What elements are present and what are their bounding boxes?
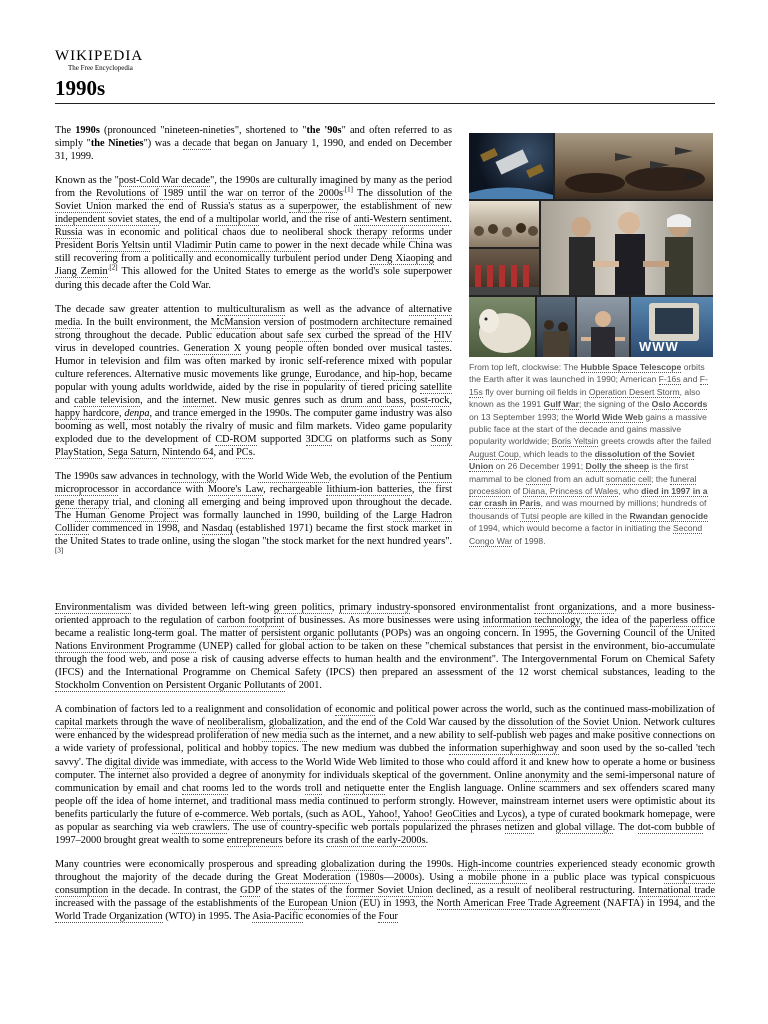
text-run: and political power across the world, such as the continued mass-mobilization of	[375, 704, 715, 716]
wiki-link[interactable]: shock therapy reforms	[328, 227, 424, 239]
text-run: (POPs) was an ongoing concern. In 1995, the Governing Council of the	[378, 628, 687, 640]
infobox-figure	[469, 133, 713, 547]
text-run: until the	[183, 188, 228, 200]
wiki-link[interactable]: anti-Western sentiment	[354, 214, 450, 226]
text-run: ", the 1990s are culturally imagined by many as the period from the	[55, 175, 453, 200]
text-run: , and	[213, 447, 237, 459]
text-run: was formally launched in 1990, building of the	[178, 510, 393, 522]
text-run: and	[534, 821, 556, 833]
wiki-link[interactable]: F-16s	[658, 374, 681, 385]
text-run: ") was a	[143, 138, 183, 150]
text-run: (NAFTA) in 1994, and the	[600, 897, 715, 909]
text-run: before its	[282, 834, 327, 846]
wiki-link[interactable]: Lycos	[496, 808, 522, 820]
text-run: emerged in the 1990s. The computer game industry was also booming as well, most notably the rivalry of music and film markets. Video game popularity exploded due to the development of	[55, 407, 452, 446]
wiki-link[interactable]: cloning	[153, 497, 185, 509]
text-run: , became popular with young adults worldwide, aided by the rise in popularity of tiered pricing	[55, 368, 452, 393]
text-run: all emerging and being improved upon throughout the decade. The	[55, 497, 452, 522]
wiki-link[interactable]: new media	[262, 730, 307, 742]
text-run: and	[433, 253, 452, 265]
wiki-link[interactable]: Russia	[55, 227, 83, 239]
wikipedia-wordmark[interactable]: WIKIPEDIA	[55, 48, 144, 64]
text-run: , the establishment of new	[336, 201, 452, 213]
text-run: through the wave of	[117, 717, 208, 729]
hubble-graphic	[469, 133, 553, 199]
wiki-link[interactable]: Great Moderation	[275, 871, 351, 883]
wiki-link[interactable]: dissolution of the Soviet Union	[55, 188, 452, 213]
wiki-link[interactable]: safe sex	[286, 329, 322, 341]
boris-yeltsin-image[interactable]	[577, 297, 629, 357]
text-run: .	[449, 214, 452, 226]
text-run: .	[245, 808, 251, 820]
wiki-link[interactable]: Yahoo!	[367, 808, 398, 820]
wiki-link[interactable]: World Wide Web	[575, 411, 643, 422]
text-run: , the first	[411, 484, 453, 496]
wiki-link[interactable]: information technology	[482, 615, 580, 627]
text-run: ), a type of curated bookmark homepage, were as popular as searching via	[55, 808, 716, 833]
text-run: marked the end of Russia's status as a	[111, 201, 289, 213]
text-run: under President	[55, 227, 452, 252]
wiki-link[interactable]: carbon footprint	[216, 615, 285, 627]
wiki-link[interactable]: Vladimir Putin came to power	[174, 240, 301, 252]
text-run: (established 1971) became the first stock market in the United States to trade online, using the slogan "the stock market for the next hundred years".	[55, 523, 452, 548]
wiki-link[interactable]: drum and bass	[340, 394, 404, 406]
text-run: curbed the spread of the	[321, 329, 434, 341]
title-divider	[55, 103, 715, 104]
wiki-link[interactable]: chat rooms	[181, 782, 229, 794]
text-run: virus in developed countries.	[55, 342, 184, 354]
wiki-link[interactable]: Tutsi	[520, 510, 539, 521]
text-run: ,	[263, 717, 269, 729]
text-run: A combination of factors led to a realignment and consolidation of	[55, 704, 336, 716]
procession-graphic	[469, 249, 539, 295]
text-run: , and the	[140, 394, 183, 406]
wiki-link[interactable]: Human Genome Project	[75, 510, 179, 522]
wiki-link[interactable]: GDP	[240, 884, 261, 896]
citation-ref[interactable]: .[2]	[107, 264, 118, 273]
wiki-link[interactable]: dot-com bubble	[637, 821, 704, 833]
text-run: and	[680, 374, 700, 385]
wiki-link[interactable]: Four	[378, 911, 398, 923]
refugees-graphic	[537, 297, 575, 357]
text-run: was divided between left-wing	[131, 602, 274, 613]
wiki-link[interactable]: economic	[335, 704, 376, 716]
wiki-link[interactable]: Sega Saturn	[107, 447, 158, 459]
jets-graphic	[555, 133, 713, 199]
wiki-link[interactable]: primary industry	[339, 602, 411, 613]
text-run: ,	[309, 368, 315, 380]
text-run: " and often referred to as simply "	[55, 125, 453, 150]
wiki-link[interactable]: Gulf War	[543, 399, 580, 410]
wiki-link[interactable]: F-15s	[469, 374, 708, 397]
wiki-link[interactable]: somatic cell	[606, 473, 651, 484]
text-run: people are killed in the	[538, 510, 630, 521]
wiki-link[interactable]: Oslo Accords	[651, 399, 708, 410]
text-run: Known as the "	[55, 175, 119, 187]
text-run: 1990s	[75, 125, 100, 136]
intro-column	[55, 124, 452, 572]
wiki-link[interactable]: Yahoo! GeoCities	[402, 808, 477, 820]
wiki-link[interactable]: war on terror	[227, 188, 285, 200]
world-wide-web-image[interactable]	[631, 297, 713, 357]
text-run: greets crowds after the failed	[598, 436, 712, 447]
text-run: gains a massive public face at the start of the decade and gains massive popularity worldwide;	[469, 411, 707, 447]
text-run: , with the	[216, 471, 258, 483]
wiki-link[interactable]: Nasdaq	[201, 523, 233, 535]
wiki-link[interactable]: cloned	[525, 473, 552, 484]
text-run: version of	[260, 316, 310, 328]
wiki-link[interactable]: multiculturalism	[217, 303, 286, 315]
text-run: The	[352, 188, 378, 200]
wiki-link[interactable]: Generation X	[183, 342, 242, 354]
text-run: from an adult	[551, 473, 607, 484]
wiki-link[interactable]: Asia-Pacific	[252, 911, 303, 923]
wiki-link[interactable]: cable television	[74, 394, 141, 406]
globalization-paragraph	[55, 703, 715, 847]
text-run: of the states of the	[260, 884, 346, 896]
text-run: . The use of country-specific web portals popularized the phrases	[227, 821, 505, 833]
text-run: The	[55, 125, 76, 136]
yeltsin-graphic	[577, 297, 629, 357]
wiki-link[interactable]: post-rock	[410, 394, 450, 406]
wiki-link[interactable]: Rwandan genocide	[629, 510, 708, 521]
text-run: trial, and	[108, 497, 154, 509]
text-run: , also known as the 1991	[469, 386, 701, 410]
wiki-link[interactable]: Jiang Zemin	[55, 266, 108, 278]
full-width-body	[55, 601, 715, 934]
wiki-link[interactable]: netiquette	[344, 782, 385, 794]
wiki-link[interactable]: dissolution of the Soviet Union	[469, 448, 695, 472]
text-run: ,	[118, 407, 125, 419]
text-run: led to the words	[228, 782, 305, 794]
wiki-link[interactable]: Diana, Princess of Wales	[522, 486, 619, 497]
wiki-link[interactable]: Deng Xiaoping	[370, 253, 434, 265]
wiki-link[interactable]: International trade	[638, 884, 715, 896]
wiki-link[interactable]: web crawlers	[171, 821, 228, 833]
wiki-link[interactable]: Moore's Law	[207, 484, 264, 496]
text-run: . New music genres such as	[214, 394, 341, 406]
wiki-link[interactable]: Environmentalism	[55, 602, 132, 613]
wiki-link[interactable]: North American Free Trade Agreement	[436, 897, 601, 909]
wikipedia-tagline: The Free Encyclopedia	[68, 64, 133, 72]
wiki-link[interactable]: World Trade Organization	[55, 911, 163, 923]
text-run: , the idea of the	[579, 615, 650, 627]
text-run: . Network cultures were enhanced by the widespread proliferation of	[55, 717, 715, 742]
wiki-link[interactable]: postmodern architecture	[309, 316, 411, 328]
culture-paragraph	[55, 303, 452, 460]
wiki-link[interactable]: United Nations Environment Programme	[55, 628, 715, 653]
text-run: of	[510, 486, 523, 497]
text-run: is the first mammal to be	[469, 461, 689, 484]
sheep-graphic	[469, 297, 535, 357]
wiki-link[interactable]: 3DCG	[305, 434, 333, 446]
text-run: orbits the Earth after it was launched in 1990; American	[469, 362, 705, 385]
princess-diana-funeral-image[interactable]	[469, 249, 539, 295]
text-run: was in economic and political chaos due to neoliberal	[82, 227, 328, 239]
technology-paragraph	[55, 470, 452, 561]
text-run: , and a more business-oriented approach to the regulation of	[55, 602, 715, 627]
wiki-link[interactable]: netizen	[504, 821, 535, 833]
wiki-link[interactable]: happy hardcore	[55, 407, 119, 419]
text-run: and	[476, 808, 497, 820]
wiki-link[interactable]: Stockholm Convention on Persistent Organic Pollutants	[55, 680, 286, 692]
wiki-link[interactable]: globalization	[320, 858, 375, 870]
wiki-link[interactable]: Revolutions of 1989	[96, 188, 184, 200]
text-run: declined, as a result of neoliberal restructuring.	[432, 884, 639, 896]
text-run: in the decade. In contrast, the	[108, 884, 241, 896]
text-run: became a realistic long-term goal. The matter of	[55, 628, 262, 640]
text-run: the Nineties	[90, 138, 144, 150]
text-run: of 2001.	[285, 680, 322, 692]
text-run: ,	[449, 394, 452, 406]
text-run: young people often bonded over musical tastes. Humor in television and film was often marked by ironic self-reference mixed with popular culture references. Alternative music movements like	[55, 342, 452, 380]
text-run: in a public place was typical	[526, 871, 665, 883]
wiki-link[interactable]: gene therapy	[55, 497, 109, 509]
wiki-link[interactable]: conspicuous consumption	[55, 871, 715, 896]
text-run: ; the	[651, 473, 671, 484]
wiki-link[interactable]: mobile phone	[468, 871, 527, 883]
wiki-link[interactable]: denpa	[124, 407, 150, 419]
text-run: that began on January 1, 1990, and ended on December 31, 1999.	[55, 138, 453, 163]
citation-ref[interactable]: [3]	[55, 546, 64, 555]
text-run: ,	[157, 447, 163, 459]
text-run: , who	[618, 486, 642, 497]
wiki-link[interactable]: Boris Yeltsin	[96, 240, 150, 252]
text-run: of 1998.	[512, 535, 546, 546]
text-run: enter the English language. Online scammers and sex offenders scared many people off the idea of home internet, and traditional mass media continued to perform strongly. However, mainstream internet users were optimistic about its benefits particularly the future of	[55, 782, 715, 820]
hubble-space-telescope-image[interactable]	[469, 133, 553, 199]
wiki-link[interactable]: hip-hop	[382, 368, 415, 380]
text-run: -sponsored environmentalist	[410, 602, 535, 613]
wiki-link[interactable]: Sony PlayStation	[55, 434, 452, 459]
text-run: fly over burning oil fields in	[482, 386, 589, 397]
text-run: and the semi-impersonal nature of communication by email and	[55, 769, 715, 794]
wiki-link[interactable]: Eurodance	[314, 368, 360, 380]
wiki-link[interactable]: trance	[172, 407, 198, 419]
gulf-war-jets-image[interactable]	[555, 133, 713, 199]
wiki-link[interactable]: grunge	[280, 368, 310, 380]
wiki-link[interactable]: HIV	[433, 329, 452, 341]
wiki-link[interactable]: neoliberalism	[207, 717, 264, 729]
wiki-link[interactable]: 2000s	[318, 188, 344, 200]
wiki-link[interactable]: alternative media	[55, 303, 452, 328]
wiki-link[interactable]: August Coup	[469, 448, 519, 459]
wiki-link[interactable]: independent soviet states	[55, 214, 159, 226]
soviet-union-dissolution-image[interactable]	[469, 201, 539, 247]
text-run: . The	[612, 821, 638, 833]
text-run: , and	[149, 407, 173, 419]
text-run: Many countries were economically prosperous and spreading	[55, 858, 321, 870]
wiki-link[interactable]: satellite	[419, 381, 452, 393]
text-run: world, and the rise of	[259, 214, 355, 226]
text-run: of the	[284, 188, 319, 200]
wiki-link[interactable]: troll	[304, 782, 323, 794]
text-run: (UNEP) called for global action to be taken on these "chemical substances that persist in the environment, bio-accumulate through the food web, and pose a risk of causing adverse effects to human health and the environment". The Intergovernmental Forum on Chemical Safety (IFCS) and the International Programme on Chemical Safety (IPCS) then prepared an assessment of the 12 worst chemical substances, leading to the	[55, 641, 715, 679]
text-run: This allowed for the United States to emerge as the world's sole superpower during this decade after the Cold War.	[55, 266, 452, 291]
wiki-link[interactable]: funeral procession	[469, 473, 697, 497]
text-run: and	[55, 394, 75, 406]
wiki-link[interactable]: global village	[555, 821, 613, 833]
wiki-link[interactable]: dissolution of the Soviet Union	[508, 717, 638, 729]
text-run: , (such as AOL,	[300, 808, 368, 820]
page-title: 1990s	[55, 76, 106, 100]
text-run: .	[425, 834, 429, 846]
wiki-link[interactable]: globalization	[268, 717, 323, 729]
cold-war-paragraph	[55, 174, 452, 291]
citation-ref[interactable]: .[1]	[343, 185, 353, 194]
text-run: From top left, clockwise: The	[469, 362, 581, 372]
wiki-link[interactable]: Nintendo 64	[162, 447, 214, 459]
text-run: on platforms such as	[332, 434, 431, 446]
wiki-link[interactable]: crash of the early-2000s	[326, 834, 426, 846]
text-run: increased with the passage of the establishments of the	[55, 897, 289, 909]
wiki-link[interactable]: Web portals	[250, 808, 301, 820]
economy-paragraph	[55, 858, 715, 923]
wiki-link[interactable]: front organizations	[534, 602, 615, 613]
text-run: until	[149, 240, 175, 252]
text-run: , and the end of the Cold War caused by the	[322, 717, 509, 729]
text-run: . In the built environment, the	[80, 316, 211, 328]
page-header	[55, 48, 715, 101]
text-run: (pronounced "nineteen-nineties", shortened to "	[99, 125, 307, 136]
text-run: economies of the	[302, 911, 379, 923]
text-run: , the evolution of the	[328, 471, 418, 483]
wiki-link[interactable]: decade	[182, 138, 212, 150]
text-run: of 1994, which would become a factor in initiating the	[469, 523, 673, 534]
text-run: The decade saw greater attention to	[55, 303, 218, 315]
wiki-link[interactable]: entrepreneurs	[226, 834, 283, 846]
text-run: in the next decade while China was still recovering from a politically and economically turbulent period under	[55, 240, 452, 265]
text-run: remained strong throughout the decade. Public education about	[55, 316, 452, 341]
wiki-link[interactable]: Pentium microprocessor	[55, 471, 452, 496]
wiki-link[interactable]: Hubble Space Telescope	[580, 362, 682, 372]
oslo-accords-image[interactable]	[541, 201, 713, 295]
wiki-link[interactable]: PCs	[236, 447, 253, 459]
text-run: ,	[331, 602, 340, 613]
wiki-link[interactable]: Boris Yeltsin	[551, 436, 599, 447]
wiki-link[interactable]: paperless office	[649, 615, 715, 627]
text-run: experienced steady economic growth throughout the majority of the decade during the	[55, 858, 715, 883]
www-label: WWW	[639, 339, 679, 354]
wiki-link[interactable]: died in 1997 in a car crash in Paris	[469, 486, 708, 509]
text-run: , and	[359, 368, 383, 380]
wiki-link[interactable]: digital divide	[104, 756, 160, 768]
wiki-link[interactable]: World Wide Web	[257, 471, 329, 483]
wiki-link[interactable]: post-Cold War decade	[118, 175, 211, 187]
text-run: , which leads to the	[518, 448, 595, 459]
wiki-link[interactable]: persistent organic pollutants	[261, 628, 379, 640]
wiki-link[interactable]: McMansion	[210, 316, 261, 328]
dolly-the-sheep-image[interactable]	[469, 297, 535, 357]
wiki-link[interactable]: e-commerce	[194, 808, 246, 820]
text-run: ,	[403, 394, 411, 406]
text-run: on 26 December 1991;	[493, 461, 586, 472]
text-run: , rechargeable	[263, 484, 327, 496]
text-run: in accordance with	[118, 484, 208, 496]
wiki-link[interactable]: multipolar	[216, 214, 260, 226]
intro-paragraph	[55, 124, 452, 163]
environmentalism-paragraph	[55, 601, 715, 692]
crowd-graphic	[469, 201, 539, 247]
rwandan-genocide-image[interactable]	[537, 297, 575, 357]
text-run: on 13 September 1993; the	[469, 411, 576, 422]
text-run: .	[252, 447, 256, 459]
wiki-link[interactable]: internet	[182, 394, 215, 406]
text-run: , and was mourned by millions; hundreds of thousands of	[469, 498, 707, 521]
text-run: supported	[256, 434, 306, 446]
text-run: as well as the advance of	[285, 303, 409, 315]
wiki-link[interactable]: Second Congo War	[469, 523, 703, 546]
wiki-link[interactable]: Large Hadron Collider	[55, 510, 452, 535]
text-run: the '90s	[306, 125, 342, 136]
text-run: of 1997–2000 brought great wealth to some	[55, 821, 716, 846]
wiki-link[interactable]: Operation Desert Storm	[588, 386, 680, 397]
wiki-link[interactable]: Dolly the sheep	[585, 461, 650, 472]
wiki-link[interactable]: High-income countries	[457, 858, 554, 870]
text-run: (EU) in 1993, the	[356, 897, 437, 909]
handshake-graphic	[541, 201, 713, 295]
text-run: of businesses. As more businesses were using	[284, 615, 483, 627]
wiki-link[interactable]: European Union	[288, 897, 357, 909]
wiki-link[interactable]: former Soviet Union	[345, 884, 433, 896]
wiki-link[interactable]: information superhighway	[448, 743, 559, 755]
wiki-link[interactable]: lithium-ion batteries	[326, 484, 412, 496]
text-run: ,	[397, 808, 403, 820]
text-run: (1980s—2000s). Using a	[350, 871, 469, 883]
wiki-link[interactable]: CD-ROM	[215, 434, 257, 446]
wiki-link[interactable]: green politics	[273, 602, 332, 613]
text-run: such as the internet, and a new ability to self-publish web pages and make positive connections on a wide variety of professional, political and hobby topics. The new medium was dubbed the	[55, 730, 715, 755]
text-run: The 1990s saw advances in	[55, 471, 172, 483]
text-run: , the end of a	[158, 214, 217, 226]
wiki-link[interactable]: technology	[171, 471, 217, 483]
text-run: and	[322, 782, 345, 794]
figure-caption	[469, 361, 713, 547]
wiki-link[interactable]: anonymity	[525, 769, 570, 781]
text-run: during the 1990s.	[374, 858, 458, 870]
text-run: was immediate, with access to the World Wide Web limited to those who could afford it and knew how to operate a home or business computer. The internet also provided a degree of anonymity for individuals skeptical of the government. Online	[55, 756, 715, 781]
text-run: (WTO) in 1995. The	[162, 911, 253, 923]
text-run: ,	[102, 447, 108, 459]
photo-collage[interactable]	[469, 133, 713, 357]
wiki-link[interactable]: capital markets	[55, 717, 118, 729]
text-run: commenced in 1998, and	[88, 523, 202, 535]
text-run: and soon used by the so-called 'tech savvy'. The	[55, 743, 716, 768]
wiki-link[interactable]: superpower	[288, 201, 337, 213]
text-run: ; the signing of the	[579, 399, 652, 410]
